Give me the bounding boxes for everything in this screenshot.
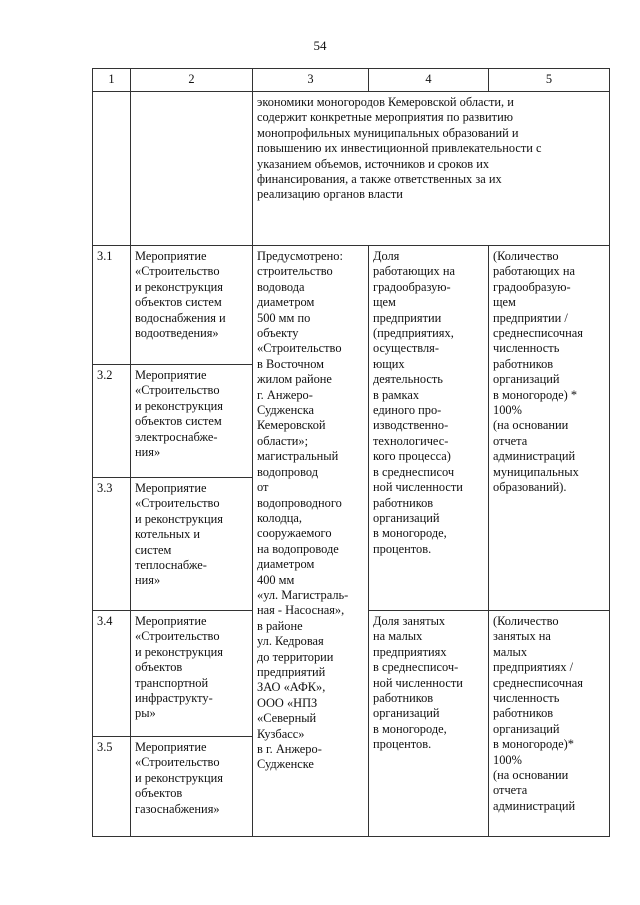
- row-number: 3.4: [93, 611, 131, 737]
- measures-table: [92, 68, 610, 837]
- measure-name: Мероприятие «Строительство и реконструкция объектов транспортной инфраструкту- ры»: [131, 611, 253, 737]
- table-row: [93, 246, 610, 365]
- intro-text: экономики моногородов Кемеровской области, и содержит конкретные мероприятия по развитию монопрофильных муниципальных образований и повышению их инвестиционной привлекательности с указанием объемов, источников и сроков их финансирования, а также ответственных за их реализацию органов власти: [253, 92, 610, 246]
- intro-empty-cell-1: [93, 92, 131, 246]
- row-number: 3.2: [93, 365, 131, 478]
- page-number: 54: [313, 38, 327, 53]
- measure-name: Мероприятие «Строительство и реконструкция объектов систем водоснабжения и водоотведения»: [131, 246, 253, 365]
- measure-name: Мероприятие «Строительство и реконструкция объектов газоснабжения»: [131, 737, 253, 837]
- header-cell-4: 4: [369, 69, 489, 92]
- formula-share-small-business: (Количество занятых на малых предприятиях / среднесписочная численность работников организаций в моногороде)* 100% (на основании отчета администраций: [489, 611, 610, 837]
- measure-description: Предусмотрено: строительство водовода диаметром 500 мм по объекту «Строительство в Восточном жилом районе г. Анжеро- Судженска Кемеровской области»; магистральный водопровод от водопроводного колодца, сооружаемого на водопроводе диаметром 400 мм «ул. Магистраль- ная - Насосная», в районе ул. Кедровая до территории предприятий ЗАО «АФК», ООО «НПЗ «Северный Кузбасс» в г. Анжеро- Судженске: [253, 246, 369, 837]
- indicator-share-workers: Доля работающих на градообразую- щем предприятии (предприятиях, осуществля- ющих деятельность в рамках единого про- изводственно- технологичес- кого процесса) в среднесписоч ной численности работников организаций в моногороде, процентов.: [369, 246, 489, 611]
- row-number: 3.3: [93, 478, 131, 611]
- indicator-share-small-business: Доля занятых на малых предприятиях в среднесписоч- ной численности работников организаций в моногороде, процентов.: [369, 611, 489, 837]
- intro-empty-cell-2: [131, 92, 253, 246]
- header-cell-5: 5: [489, 69, 610, 92]
- row-number: 3.1: [93, 246, 131, 365]
- table-header-row: [93, 69, 610, 92]
- header-cell-1: 1: [93, 69, 131, 92]
- row-number: 3.5: [93, 737, 131, 837]
- intro-row: [93, 92, 610, 246]
- measure-name: Мероприятие «Строительство и реконструкция котельных и систем теплоснабже- ния»: [131, 478, 253, 611]
- header-cell-2: 2: [131, 69, 253, 92]
- formula-share-workers: (Количество работающих на градообразую- щем предприятии / среднесписочная численность работников организаций в моногороде) * 100% (на основании отчета администраций муниципальных образований).: [489, 246, 610, 611]
- header-cell-3: 3: [253, 69, 369, 92]
- measure-name: Мероприятие «Строительство и реконструкция объектов систем электроснабже- ния»: [131, 365, 253, 478]
